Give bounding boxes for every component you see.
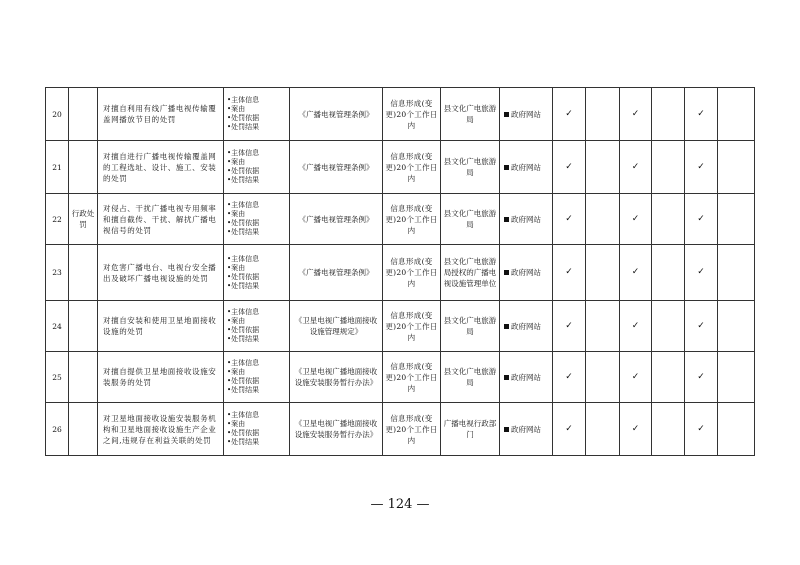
square-bullet-icon — [504, 112, 509, 117]
item-name: 对擅自进行广播电视传输覆盖网的工程选址、设计、施工、安装的处罚 — [98, 141, 224, 194]
responsible-dept: 广播电视行政部门 — [441, 403, 500, 456]
check-mark-icon: ✓ — [620, 141, 652, 194]
check-mark-icon: ✓ — [685, 88, 718, 141]
empty-check-cell — [718, 141, 755, 194]
disclosure-item: •处罚依据 — [227, 377, 260, 385]
disclosure-item: •处罚结果 — [227, 123, 260, 131]
check-mark-icon: ✓ — [685, 245, 718, 301]
page-number: — 124 — — [370, 497, 430, 512]
square-bullet-icon — [504, 324, 509, 329]
check-mark-icon: ✓ — [553, 194, 586, 245]
category-cell — [69, 403, 98, 456]
legal-basis: 《卫星电视广播地面接收设施管理规定》 — [290, 301, 383, 352]
disclosure-item: •主体信息 — [227, 411, 260, 419]
disclosure-channel — [500, 88, 553, 141]
empty-check-cell — [586, 403, 620, 456]
empty-check-cell — [718, 245, 755, 301]
row-number: 26 — [46, 403, 69, 456]
empty-check-cell — [652, 403, 685, 456]
item-name: 对卫星地面接收设施安装服务机构和卫星地面接收设施生产企业之间,违规存在利益关联的处罚 — [98, 403, 224, 456]
square-bullet-icon — [504, 375, 509, 380]
channel-label: 政府网站 — [511, 321, 541, 331]
square-bullet-icon — [504, 165, 509, 170]
check-mark-icon: ✓ — [620, 352, 652, 403]
table-row — [46, 141, 755, 194]
channel-label: 政府网站 — [511, 268, 541, 277]
disclosure-time: 信息形成(变更)20个工作日内 — [383, 88, 441, 141]
empty-check-cell — [586, 245, 620, 301]
check-mark-icon: ✓ — [553, 352, 586, 403]
disclosure-item: •处罚结果 — [227, 228, 260, 236]
check-mark-icon: ✓ — [553, 245, 586, 301]
disclosure-item: •处罚依据 — [227, 272, 260, 281]
check-mark-icon: ✓ — [553, 141, 586, 194]
empty-check-cell — [652, 352, 685, 403]
disclosure-table — [45, 87, 755, 456]
disclosure-items — [224, 88, 290, 141]
table-row — [46, 301, 755, 352]
disclosure-channel — [500, 352, 553, 403]
legal-basis: 《广播电视管理条例》 — [290, 141, 383, 194]
square-bullet-icon — [504, 217, 509, 222]
item-name: 对侵占、干扰广播电视专用频率和擅自截传、干扰、解扰广播电视信号的处罚 — [98, 194, 224, 245]
check-mark-icon: ✓ — [553, 301, 586, 352]
empty-check-cell — [718, 352, 755, 403]
empty-check-cell — [652, 301, 685, 352]
empty-check-cell — [652, 194, 685, 245]
category-cell: 行政处罚 — [69, 194, 98, 245]
disclosure-channel — [500, 245, 553, 301]
legal-basis: 《广播电视管理条例》 — [290, 245, 383, 301]
disclosure-item: •处罚结果 — [227, 335, 260, 343]
category-cell — [69, 88, 98, 141]
check-mark-icon: ✓ — [685, 194, 718, 245]
disclosure-channel — [500, 403, 553, 456]
check-mark-icon: ✓ — [620, 301, 652, 352]
row-number: 23 — [46, 245, 69, 301]
check-mark-icon: ✓ — [620, 194, 652, 245]
disclosure-item: •案由 — [227, 420, 246, 428]
empty-check-cell — [652, 245, 685, 301]
disclosure-item: •处罚依据 — [227, 219, 260, 227]
disclosure-time: 信息形成(变更)20个工作日内 — [383, 301, 441, 352]
disclosure-time: 信息形成(变更)20个工作日内 — [383, 194, 441, 245]
table-row — [46, 88, 755, 141]
table-body — [46, 88, 755, 456]
channel-label: 政府网站 — [511, 109, 541, 119]
disclosure-item: •处罚依据 — [227, 429, 260, 437]
disclosure-channel — [500, 301, 553, 352]
disclosure-item: •案由 — [227, 263, 246, 272]
disclosure-channel — [500, 194, 553, 245]
channel-label: 政府网站 — [511, 162, 541, 172]
disclosure-item: •处罚结果 — [227, 176, 260, 184]
item-name: 对擅自安装和使用卫星地面接收设施的处罚 — [98, 301, 224, 352]
disclosure-item: •案由 — [227, 158, 246, 166]
check-mark-icon: ✓ — [620, 245, 652, 301]
check-mark-icon: ✓ — [685, 141, 718, 194]
table-row — [46, 245, 755, 301]
check-mark-icon: ✓ — [620, 88, 652, 141]
disclosure-item: •案由 — [227, 317, 246, 325]
responsible-dept: 县文化广电旅游局 — [441, 301, 500, 352]
disclosure-items — [224, 352, 290, 403]
row-number: 21 — [46, 141, 69, 194]
item-name: 对擅自提供卫星地面接收设施安装服务的处罚 — [98, 352, 224, 403]
row-number: 22 — [46, 194, 69, 245]
disclosure-item: •处罚结果 — [227, 386, 260, 394]
disclosure-item: •案由 — [227, 210, 246, 218]
legal-basis: 《卫星电视广播地面接收设施安装服务暂行办法》 — [290, 403, 383, 456]
legal-basis: 《卫星电视广播地面接收设施安装服务暂行办法》 — [290, 352, 383, 403]
channel-label: 政府网站 — [511, 214, 541, 224]
disclosure-items — [224, 245, 290, 301]
disclosure-item: •主体信息 — [227, 201, 260, 209]
table-row — [46, 194, 755, 245]
check-mark-icon: ✓ — [620, 403, 652, 456]
disclosure-item: •处罚依据 — [227, 326, 260, 334]
channel-label: 政府网站 — [511, 372, 541, 382]
empty-check-cell — [586, 194, 620, 245]
table-row — [46, 403, 755, 456]
empty-check-cell — [652, 141, 685, 194]
check-mark-icon: ✓ — [685, 301, 718, 352]
category-cell — [69, 245, 98, 301]
empty-check-cell — [718, 88, 755, 141]
item-name: 对擅自利用有线广播电视传输覆盖网播放节目的处罚 — [98, 88, 224, 141]
disclosure-item: •处罚依据 — [227, 114, 260, 122]
disclosure-time: 信息形成(变更)20个工作日内 — [383, 245, 441, 301]
square-bullet-icon — [504, 427, 509, 432]
responsible-dept: 县文化广电旅游局 — [441, 88, 500, 141]
legal-basis: 《广播电视管理条例》 — [290, 88, 383, 141]
square-bullet-icon — [504, 270, 509, 275]
row-number: 25 — [46, 352, 69, 403]
empty-check-cell — [718, 194, 755, 245]
disclosure-items — [224, 301, 290, 352]
disclosure-time: 信息形成(变更)20个工作日内 — [383, 352, 441, 403]
item-name: 对危害广播电台、电视台安全播出及破坏广播电视设施的处罚 — [98, 245, 224, 301]
responsible-dept: 县文化广电旅游局 — [441, 194, 500, 245]
disclosure-item: •案由 — [227, 368, 246, 376]
disclosure-items — [224, 194, 290, 245]
check-mark-icon: ✓ — [553, 403, 586, 456]
disclosure-time: 信息形成(变更)20个工作日内 — [383, 141, 441, 194]
legal-basis: 《广播电视管理条例》 — [290, 194, 383, 245]
disclosure-item: •处罚依据 — [227, 167, 260, 175]
disclosure-item: •案由 — [227, 105, 246, 113]
category-cell — [69, 301, 98, 352]
disclosure-item: •主体信息 — [227, 359, 260, 367]
disclosure-items — [224, 141, 290, 194]
row-number: 20 — [46, 88, 69, 141]
disclosure-item: •主体信息 — [227, 308, 260, 316]
table-row — [46, 352, 755, 403]
empty-check-cell — [718, 301, 755, 352]
responsible-dept: 县文化广电旅游局 — [441, 141, 500, 194]
responsible-dept: 县文化广电旅游局授权的广播电视设施管理单位 — [441, 245, 500, 301]
responsible-dept: 县文化广电旅游局 — [441, 352, 500, 403]
disclosure-item: •处罚结果 — [227, 281, 260, 290]
disclosure-item: •主体信息 — [227, 254, 260, 263]
empty-check-cell — [586, 352, 620, 403]
empty-check-cell — [586, 301, 620, 352]
check-mark-icon: ✓ — [553, 88, 586, 141]
disclosure-item: •处罚结果 — [227, 438, 260, 446]
empty-check-cell — [652, 88, 685, 141]
disclosure-items — [224, 403, 290, 456]
check-mark-icon: ✓ — [685, 403, 718, 456]
empty-check-cell — [586, 88, 620, 141]
empty-check-cell — [586, 141, 620, 194]
channel-label: 政府网站 — [511, 424, 541, 434]
row-number: 24 — [46, 301, 69, 352]
disclosure-item: •主体信息 — [227, 149, 260, 157]
disclosure-time: 信息形成(变更)20个工作日内 — [383, 403, 441, 456]
category-cell — [69, 141, 98, 194]
disclosure-item: •主体信息 — [227, 96, 260, 104]
disclosure-channel — [500, 141, 553, 194]
category-cell — [69, 352, 98, 403]
check-mark-icon: ✓ — [685, 352, 718, 403]
empty-check-cell — [718, 403, 755, 456]
